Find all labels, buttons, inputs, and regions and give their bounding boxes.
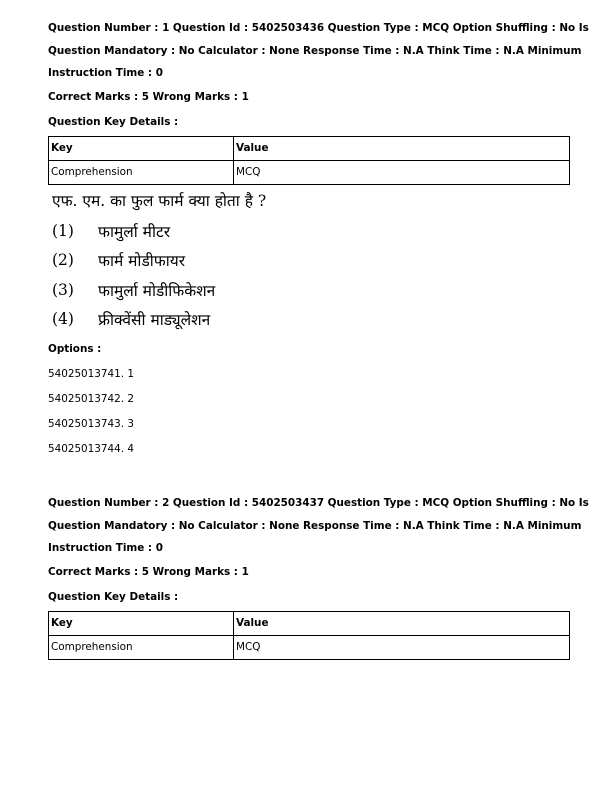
choice-3-text: फामुर्ला मोडीफिकेशन — [98, 281, 216, 300]
question-1-key-table — [48, 136, 570, 185]
question-2-header-line-1: Question Number : 2 Question Id : 5402503437 Question Type : MCQ Option Shuffling : No Is — [48, 497, 589, 509]
option-id-4: 54025013744. 4 — [48, 443, 134, 455]
question-1-marks: Correct Marks : 5 Wrong Marks : 1 — [48, 91, 249, 103]
question-2-header-line-2: Question Mandatory : No Calculator : None Response Time : N.A Think Time : N.A Minimum — [48, 519, 582, 532]
choice-4 — [48, 305, 570, 335]
key-column-header: Key — [49, 612, 234, 636]
question-2-key-details-label: Question Key Details : — [48, 591, 179, 603]
choice-1-number: (1) — [52, 221, 74, 240]
choice-2-number: (2) — [52, 251, 74, 270]
question-2-header-line-3: Instruction Time : 0 — [48, 542, 163, 554]
choice-3 — [48, 275, 570, 305]
option-id-1: 54025013741. 1 — [48, 368, 134, 380]
question-2-marks: Correct Marks : 5 Wrong Marks : 1 — [48, 566, 249, 578]
option-ids-list — [48, 362, 570, 462]
question-1-block — [48, 17, 589, 85]
choice-4-text: फ्रीक्वेंसी माड्यूलेशन — [98, 311, 211, 330]
question-2-block — [48, 492, 589, 560]
choice-1 — [48, 216, 570, 246]
choice-1-text: फामुर्ला मीटर — [98, 222, 171, 241]
choice-4-number: (4) — [52, 310, 74, 329]
question-1-header-line-3: Instruction Time : 0 — [48, 67, 163, 79]
question-1-header-line-2: Question Mandatory : No Calculator : None Response Time : N.A Think Time : N.A Minimum — [48, 44, 582, 57]
key-column-header: Key — [49, 137, 234, 161]
question-1-header-line-1: Question Number : 1 Question Id : 5402503436 Question Type : MCQ Option Shuffling : No Is — [48, 22, 589, 34]
key-cell: Comprehension — [49, 161, 234, 185]
value-cell: MCQ — [234, 161, 570, 185]
question-2-key-table — [48, 611, 570, 660]
choice-2-text: फार्म मोडीफायर — [98, 252, 186, 271]
question-1-key-details-label: Question Key Details : — [48, 116, 179, 128]
question-1-body — [48, 190, 570, 334]
key-cell: Comprehension — [49, 636, 234, 660]
options-label: Options : — [48, 343, 102, 355]
option-id-3: 54025013743. 3 — [48, 418, 134, 430]
option-id-2: 54025013742. 2 — [48, 393, 134, 405]
value-column-header: Value — [234, 612, 570, 636]
value-cell: MCQ — [234, 636, 570, 660]
choice-2 — [48, 246, 570, 276]
value-column-header: Value — [234, 137, 570, 161]
question-1-text: एफ. एम. का फुल फार्म क्या होता है ? — [52, 192, 267, 210]
choice-3-number: (3) — [52, 280, 74, 299]
